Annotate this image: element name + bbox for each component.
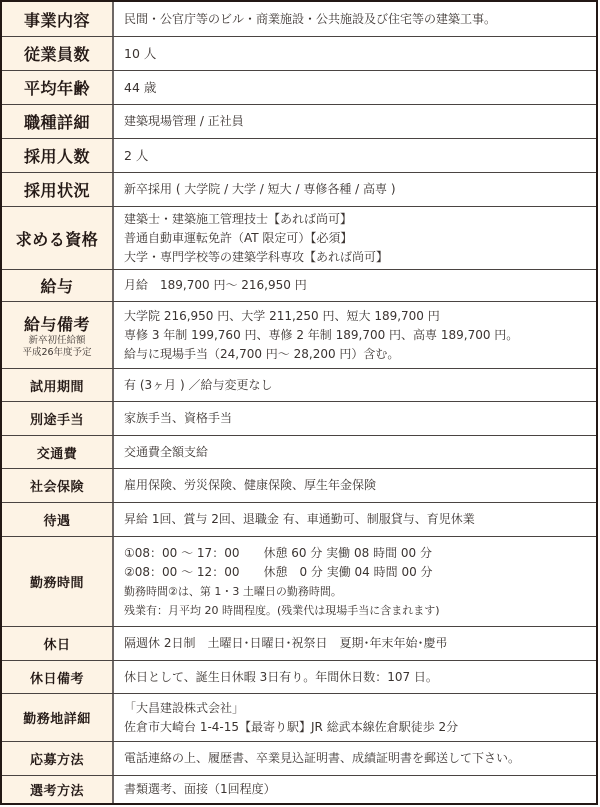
value-text: 民間・公官庁等のビル・商業施設・公共施設及び住宅等の建築工事。	[124, 11, 497, 26]
value-text: 建築士・建築施工管理技士【あれば尚可】	[124, 211, 353, 226]
value-text: 新卒採用 ( 大学院 / 大学 / 短大 / 専修各種 / 高専 )	[124, 182, 396, 196]
row-value	[114, 369, 596, 401]
row-value	[114, 37, 596, 70]
row-value	[114, 71, 596, 104]
row-value	[114, 105, 596, 138]
row-label	[2, 694, 114, 741]
row-value	[114, 173, 596, 206]
label-text: 従業員数	[23, 45, 90, 64]
value-text: 昇給 1回、賞与 2回、退職金 有、車通勤可、制服貸与、育児休業	[124, 512, 475, 526]
row-label	[2, 436, 114, 468]
label-text: 勤務地詳細	[23, 712, 91, 727]
label-text: 採用人数	[23, 147, 90, 166]
row-label	[2, 537, 114, 626]
row-value	[114, 776, 596, 803]
value-text: 有 (3ヶ月 ) ／給与変更なし	[124, 377, 273, 392]
label-text: 給与備考	[23, 314, 90, 334]
row-value	[114, 302, 596, 368]
value-text: 休日として、誕生日休暇 3日有り。年間休日数：107 日。	[124, 669, 438, 684]
label-text: 社会保険	[29, 480, 84, 495]
row-value	[114, 270, 596, 301]
row-value	[114, 627, 596, 660]
label-text: 採用状況	[23, 181, 90, 200]
value-text: ①08：00 ～ 17：00 休憩 60 分 実働 08 時間 00 分	[124, 545, 432, 560]
row-label	[2, 207, 114, 269]
row-hiring-status	[2, 172, 596, 206]
row-label	[2, 369, 114, 401]
row-label	[2, 661, 114, 693]
label-subtext: 平成26年度予定	[22, 346, 92, 358]
label-text: 選考方法	[29, 784, 84, 799]
row-value	[114, 661, 596, 693]
label-text: 応募方法	[29, 753, 84, 768]
row-value	[114, 694, 596, 741]
label-text: 職種詳細	[23, 113, 90, 132]
row-label	[2, 105, 114, 138]
value-text: 書類選考、面接（1回程度）	[124, 782, 276, 796]
row-job-detail	[2, 104, 596, 138]
value-text: 大学・専門学校等の建築学科専攻【あれば尚可】	[124, 249, 389, 264]
value-text: ②08：00 ～ 12：00 休憩 0 分 実働 04 時間 00 分	[124, 564, 433, 579]
row-label	[2, 776, 114, 803]
value-text: 建築現場管理 / 正社員	[124, 114, 244, 128]
row-trial-period	[2, 368, 596, 401]
value-text: 10 人	[124, 46, 157, 61]
row-value	[114, 207, 596, 269]
value-text: 交通費全額支給	[124, 444, 209, 459]
row-holidays	[2, 626, 596, 660]
label-subtext: 新卒初任給額	[28, 334, 86, 346]
value-text: 隔週休 2日制 土曜日･日曜日･祝祭日 夏期･年末年始･慶弔	[124, 636, 448, 650]
row-label	[2, 742, 114, 775]
row-employees	[2, 36, 596, 70]
row-value	[114, 139, 596, 172]
row-value	[114, 402, 596, 435]
row-label	[2, 2, 114, 36]
row-qualifications	[2, 206, 596, 269]
row-value	[114, 503, 596, 536]
row-label	[2, 71, 114, 104]
label-text: 給与	[40, 277, 74, 296]
row-value	[114, 2, 596, 36]
row-holiday-notes	[2, 660, 596, 693]
row-label	[2, 139, 114, 172]
label-text: 休日備考	[29, 671, 84, 687]
value-text: 残業有：月平均 20 時間程度。(残業代は現場手当に含まれます)	[124, 603, 440, 617]
row-average-age	[2, 70, 596, 104]
row-hiring-count	[2, 138, 596, 172]
row-value	[114, 742, 596, 775]
value-text: 電話連絡の上、履歴書、卒業見込証明書、成績証明書を郵送して下さい。	[124, 751, 521, 765]
row-salary	[2, 269, 596, 301]
label-text: 事業内容	[23, 10, 90, 30]
row-label	[2, 302, 114, 368]
label-text: 待遇	[43, 514, 71, 529]
value-text: 月給 189,700 円～ 216,950 円	[124, 278, 307, 292]
value-text: 給与に現場手当（24,700 円～ 28,200 円）含む。	[124, 346, 400, 361]
row-label	[2, 469, 114, 502]
value-text: 雇用保険、労災保険、健康保険、厚生年金保険	[124, 478, 377, 492]
label-text: 別途手当	[29, 413, 84, 428]
row-label	[2, 37, 114, 70]
row-label	[2, 402, 114, 435]
value-text: 大学院 216,950 円、大学 211,250 円、短大 189,700 円	[124, 308, 440, 323]
value-text: 「大昌建設株式会社」	[124, 700, 245, 715]
row-working-hours	[2, 536, 596, 626]
label-text: 平均年齢	[23, 79, 90, 98]
value-text: 佐倉市大崎台 1-4-15【最寄り駅】JR 総武本線佐倉駅徒歩 2分	[124, 719, 459, 734]
row-allowances	[2, 401, 596, 435]
row-application-method	[2, 741, 596, 775]
row-transport	[2, 435, 596, 468]
row-salary-notes	[2, 301, 596, 368]
row-benefits	[2, 502, 596, 536]
label-text: 勤務時間	[29, 576, 84, 591]
row-label	[2, 503, 114, 536]
row-business	[2, 2, 596, 36]
value-text: 普通自動車運転免許（AT 限定可）【必須】	[124, 230, 353, 245]
value-text: 家族手当、資格手当	[124, 411, 233, 425]
row-label	[2, 270, 114, 301]
label-text: 試用期間	[29, 379, 84, 395]
value-text: 44 歳	[124, 80, 157, 95]
row-workplace	[2, 693, 596, 741]
row-value	[114, 469, 596, 502]
label-text: 休日	[43, 638, 71, 653]
value-text: 勤務時間②は、第 1・3 土曜日の勤務時間。	[124, 584, 342, 598]
row-label	[2, 173, 114, 206]
label-text: 求める資格	[15, 229, 99, 249]
row-selection-method	[2, 775, 596, 803]
row-social-insurance	[2, 468, 596, 502]
row-label	[2, 627, 114, 660]
label-text: 交通費	[36, 446, 78, 462]
row-value	[114, 436, 596, 468]
value-text: 専修 3 年制 199,760 円、専修 2 年制 189,700 円、高専 189,700 円。	[124, 327, 519, 342]
value-text: 2 人	[124, 148, 149, 163]
row-value	[114, 537, 596, 626]
